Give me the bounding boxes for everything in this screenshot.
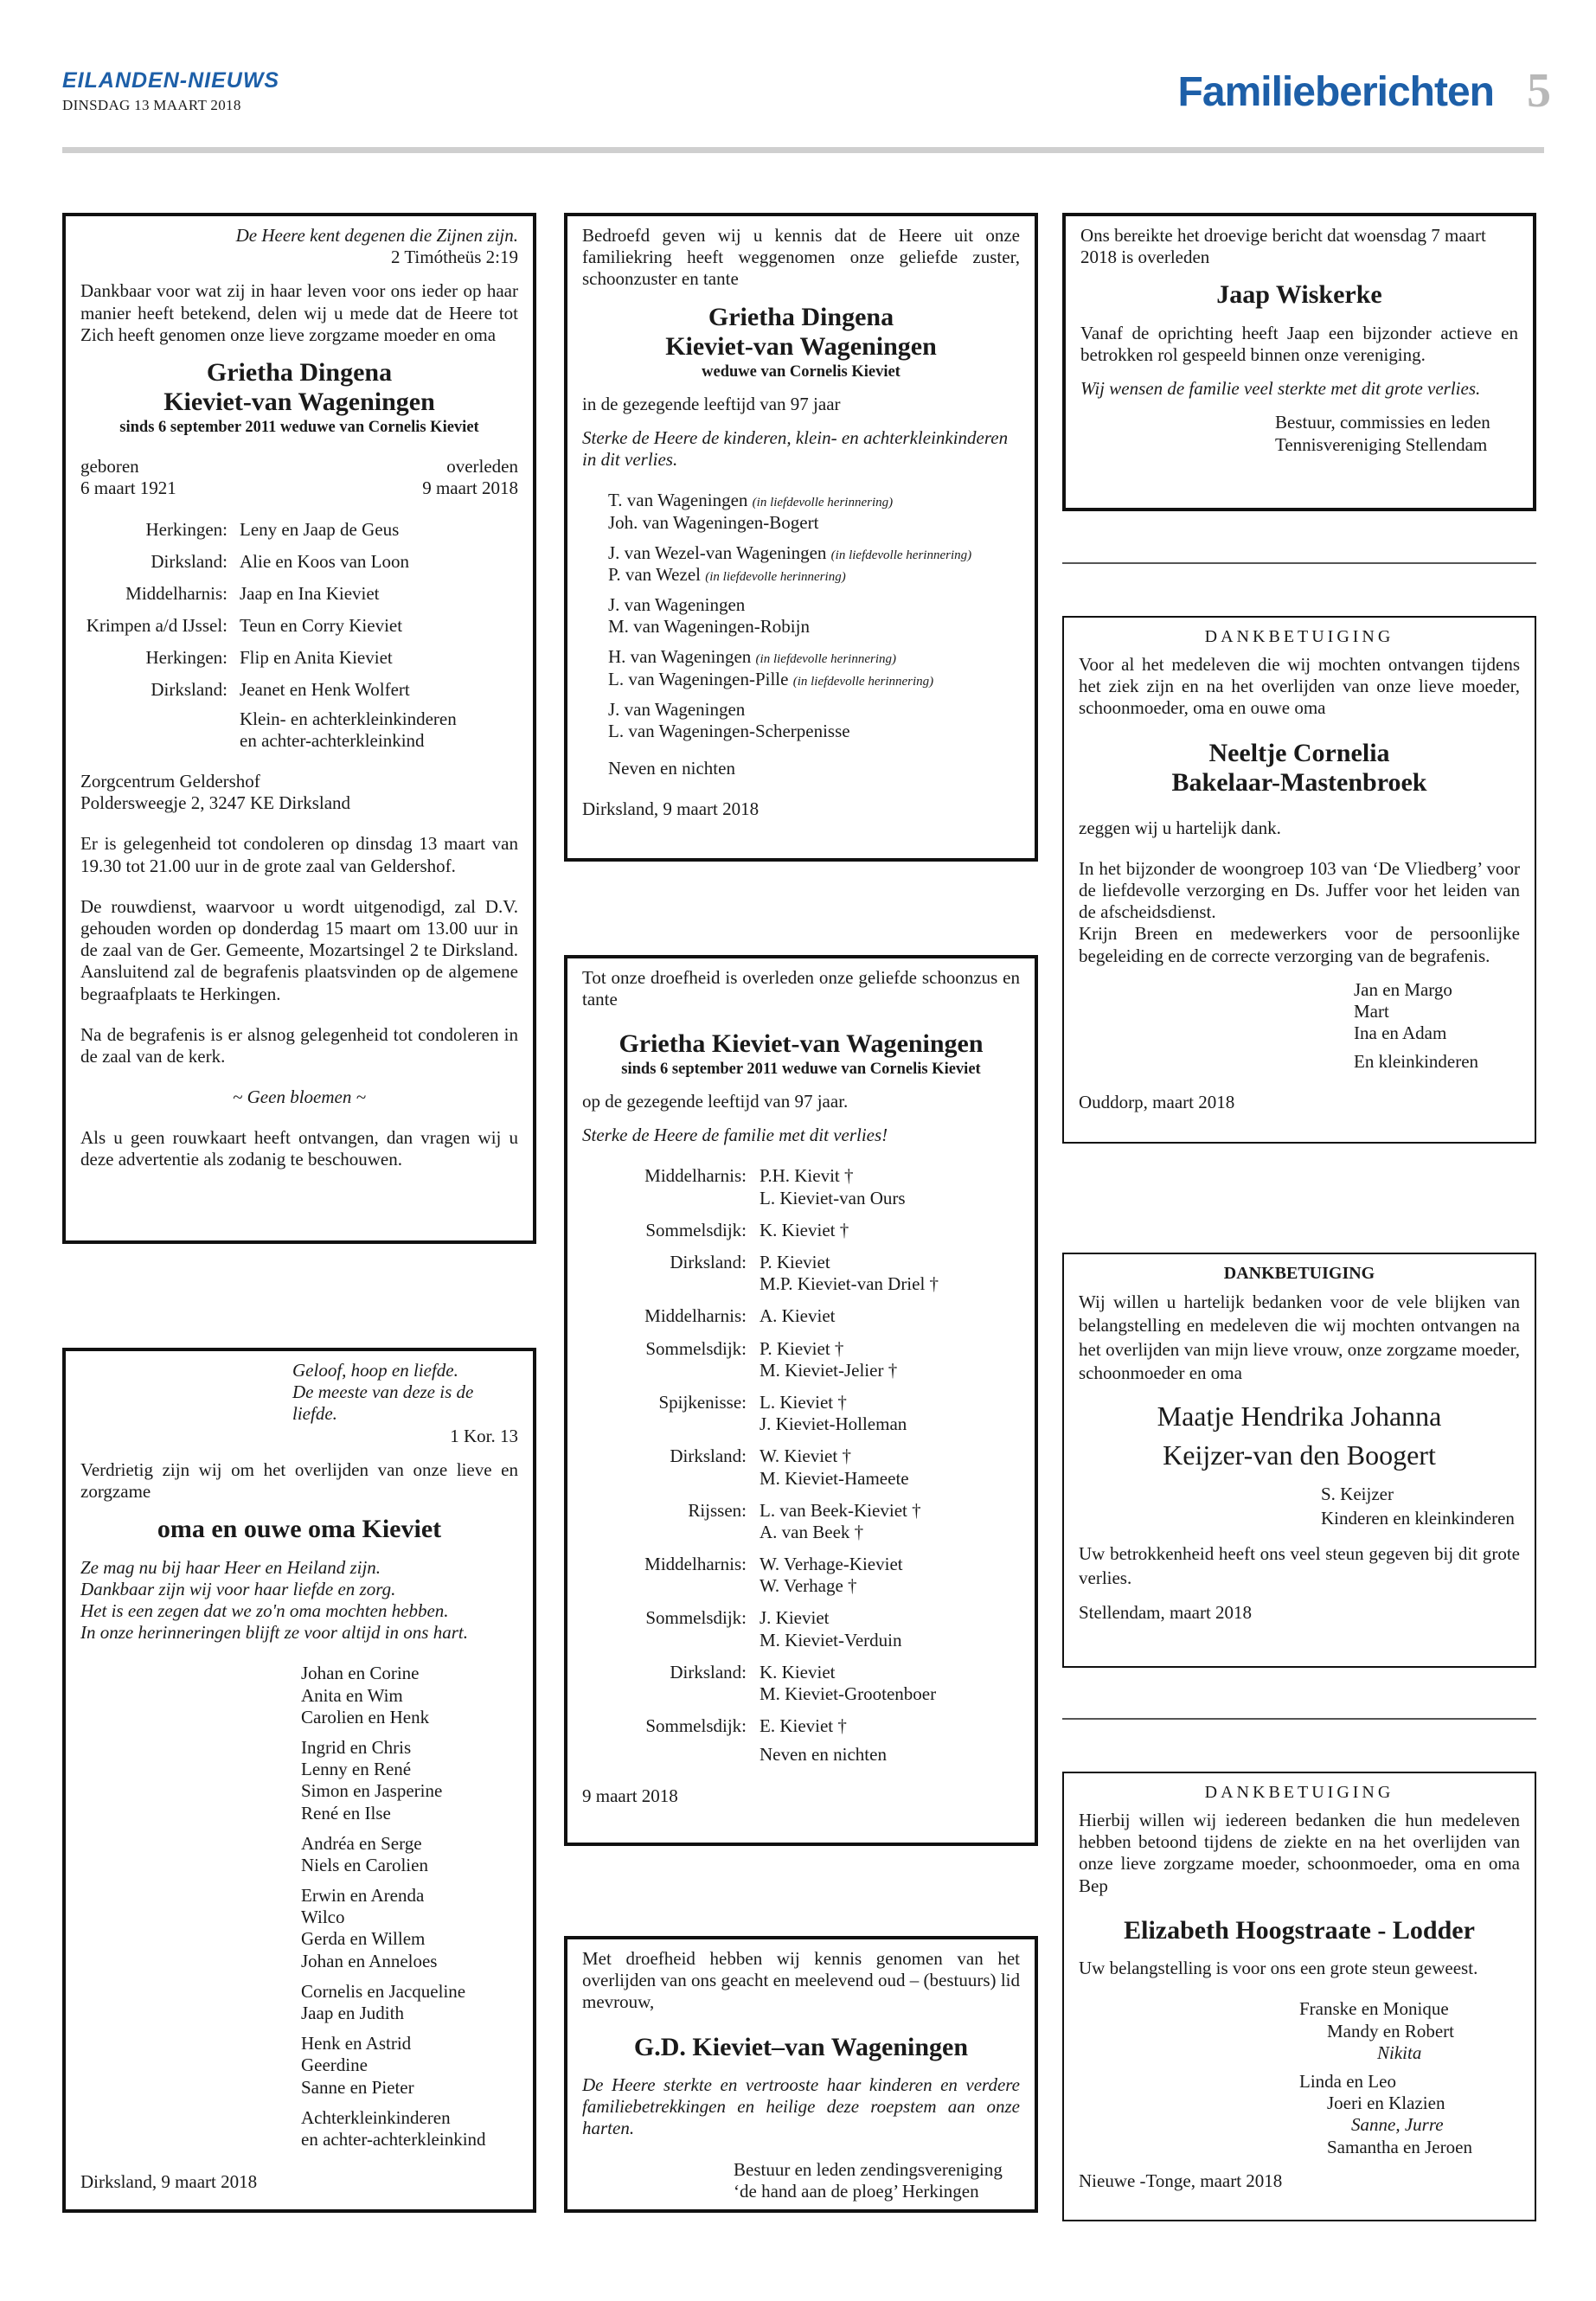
verse-reference: 2 Timótheüs 2:19 [390,247,518,268]
signature-line1: Bestuur, commissies en leden [1275,412,1490,433]
signature-line: Linda en Leo [1299,2071,1396,2092]
deceased-name: oma en ouwe oma Kieviet [157,1515,442,1544]
member-name: J. van Wageningen [608,594,746,616]
masthead [62,67,279,114]
bible-verse: De Heere kent degenen die Zijnen zijn. [235,225,518,246]
family-names: Alie en Koos van Loon [240,550,409,572]
family-place: Herkingen: [145,647,228,669]
member-name: P. van Wezel [608,563,701,585]
family-place: Sommelsdijk: [645,1715,747,1737]
memorial-note: (in liefdevolle herinnering) [830,548,972,562]
widow-note: sinds 6 september 2011 weduwe van Cornelis Kieviet [621,1060,981,1078]
family-member [608,594,1020,616]
deceased-name: Maatje Hendrika Johanna [1157,1400,1442,1433]
signature-line2: ‘de hand aan de ploeg’ Herkingen [734,2180,979,2202]
poem-line: Dankbaar zijn wij voor haar liefde en zorg. [80,1578,396,1599]
signature-line: Joeri en Klazien [1327,2093,1445,2114]
deceased-surname: Kieviet-van Wageningen [665,332,937,362]
family-pair [608,490,1020,533]
family-place: Sommelsdijk: [645,1337,747,1359]
signature-line: Sanne, Jurre [1351,2114,1444,2136]
notice-footer: 9 maart 2018 [582,1785,678,1806]
signature-line: Jan en Margo [1354,978,1452,1000]
poem-line: Ze mag nu bij haar Heer en Heiland zijn. [80,1556,381,1578]
family-names: Flip en Anita Kieviet [240,647,393,669]
after-funeral-info: Na de begrafenis is er alsnog gelegenheid tot condoleren in de zaal van de kerk. [80,1023,518,1067]
memorial-note: (in liefdevolle herinnering) [792,674,934,689]
age-line: op de gezegende leeftijd van 97 jaar. [582,1091,849,1112]
family-place: Dirksland: [151,550,228,572]
family-member: Johan en Anneloes [301,1950,438,1971]
signature-line1: S. Keijzer [1321,1483,1394,1504]
family-names [760,1220,1020,1241]
grandchildren-line: En kleinkinderen [1354,1051,1479,1073]
memorial-note: (in liefdevolle herinnering) [705,569,846,584]
family-names [760,1662,1020,1705]
family-place: Herkingen: [145,518,228,540]
family-place: Dirksland: [670,1661,747,1682]
column-divider [1062,1718,1536,1720]
notice-footer: Dirksland, 9 maart 2018 [582,798,760,820]
family-place: Rijssen: [688,1499,747,1521]
member-name: L. van Wageningen-Scherpenisse [608,721,850,741]
family-group [301,1737,518,1824]
club-tribute: Vanaf de oprichting heeft Jaap een bijzonder actieve en betrokken rol gespeeld binnen onze vereniging. [1080,322,1518,366]
family-member: P.H. Kievit † [760,1165,854,1187]
family-member: Ingrid en Chris [301,1736,412,1758]
page-number: 5 [1527,64,1551,118]
member-name: M. van Wageningen-Robijn [608,616,810,638]
family-list [80,519,518,702]
family-member [608,646,1020,668]
family-member: L. Kieviet † [760,1391,847,1413]
thanks-title: DANKBETUIGING [1204,627,1394,646]
thanks-undertaker: Krijn Breen en medewerkers voor de persoonlijke begeleiding en de correcte verzorging van de begrafenis. [1079,923,1520,966]
family-member: M.P. Kieviet-van Driel † [760,1273,939,1295]
thanks-line: zeggen wij u hartelijk dank. [1079,817,1281,838]
wish-line: Sterke de Heere de familie met dit verlies! [582,1125,888,1146]
verse-reference: 1 Kor. 13 [450,1425,518,1446]
signature-line1: Bestuur en leden zendingsvereniging [734,2158,1003,2180]
no-flowers: ~ Geen bloemen ~ [233,1086,366,1108]
born-date: 6 maart 1921 [80,478,176,499]
thanks-text: Uw belangstelling is voor ons een grote steun geweest. [1079,1958,1478,1979]
wish-line: De Heere sterkte en vertrooste haar kinderen en verdere familiebetrekkingen en heilige deze roepstem aan onze harten. [582,2074,1020,2139]
condolence-info: Er is gelegenheid tot condoleren op dinsdag 13 maart van 19.30 tot 21.00 uur in de grote zaal van Geldershof. [80,833,518,876]
thanks-title: DANKBETUIGING [1223,1264,1375,1283]
family-member [608,699,1020,721]
family-member: en achter-achterkleinkind [301,2128,486,2150]
family-names [760,1554,1020,1597]
section-title: Familieberichten [1177,69,1494,115]
family-group [301,1833,518,1876]
poem-line: Het is een zegen dat we zo'n oma mochten hebben. [80,1600,449,1621]
died-date: 9 maart 2018 [422,478,518,499]
family-names [760,1607,1020,1650]
notice-footer: Ouddorp, maart 2018 [1079,1092,1235,1113]
family-place: Sommelsdijk: [645,1607,747,1629]
family-member: Gerda en Willem [301,1928,426,1950]
signature-line: Nikita [1377,2041,1422,2063]
signature-line: Mandy en Robert [1327,2020,1454,2041]
deceased-name: G.D. Kieviet–van Wageningen [633,2032,969,2061]
thanks-text: Uw betrokkenheid heeft ons veel steun gegeven bij dit grote verlies. [1079,1543,1520,1588]
family-member: J. Kieviet-Holleman [760,1413,907,1435]
family-member: A. van Beek † [760,1521,864,1542]
family-groups [80,1663,518,2150]
family-member: Henk en Astrid [301,2033,412,2054]
family-group [301,1663,518,1728]
family-group [301,1981,518,2024]
family-member: Erwin en Arenda [301,1885,425,1907]
signature-line: Ina en Adam [1354,1022,1447,1044]
thanks-bakelaar [1062,616,1536,1144]
family-member: Niels en Carolien [301,1854,428,1875]
thanks-intro: Voor al het medeleven die wij mochten ontvangen tijdens het ziek zijn en na het overlijden van onze lieve moeder, schoonmoeder, oma en ouwe oma [1079,654,1520,719]
family-member: Jaap en Judith [301,2003,404,2023]
thanks-special: In het bijzonder de woongroep 103 van ‘De Vliedberg’ voor de liefdevolle verzorging en Ds. Juffer voor het leiden van de afscheidsdienst. [1079,857,1520,923]
family-list [582,490,1020,742]
family-place: Middelharnis: [644,1305,747,1327]
family-member: E. Kieviet † [760,1715,847,1737]
deceased-name: Elizabeth Hoogstraate - Lodder [1124,1915,1475,1945]
column-divider [1062,562,1536,564]
notice-intro: Dankbaar voor wat zij in haar leven voor ons ieder op haar manier heeft betekend, delen wij u mede dat de Heere tot Zich heeft genomen onze lieve zorgzame moeder en oma [80,280,518,345]
family-member: Wilco [301,1907,345,1928]
funeral-info: De rouwdienst, waarvoor u wordt uitgenodigd, zal D.V. gehouden worden op donderdag 15 maart om 13.00 uur in de zaal van de Ger. Gemeente, Mozartsingel 2 te Dirksland. Aansluitend zal de begrafenis plaatsvinden op de algemene begraafplaats te Herkingen. [80,895,518,1004]
signature-line2: Tennisvereniging Stellendam [1275,433,1488,455]
family-names: Jaap en Ina Kieviet [240,582,380,604]
family-member: K. Kieviet † [760,1219,849,1240]
age-line: in de gezegende leeftijd van 97 jaar [582,393,841,414]
memorial-note: (in liefdevolle herinnering) [755,652,896,667]
family-names [760,1500,1020,1543]
notice-intro: Met droefheid hebben wij kennis genomen van het overlijden van ons geacht en meelevend oud – (bestuurs) lid mevrouw, [582,1948,1020,2013]
family-member: J. Kieviet [760,1607,830,1629]
family-member: Achterkleinkinderen [301,2106,451,2128]
family-member: W. Kieviet † [760,1445,851,1467]
family-member: Simon en Jasperine [301,1780,443,1802]
family-place: Dirksland: [670,1445,747,1467]
notice-intro: Bedroefd geven wij u kennis dat de Heere uit onze familiekring heeft weggenomen onze geliefde zuster, schoonzuster en tante [582,225,1020,290]
family-member [608,542,1020,564]
poem [80,1557,518,1644]
notice-jaap-wiskerke [1062,213,1536,511]
family-place: Sommelsdijk: [645,1219,747,1240]
born-label: geboren [80,456,139,478]
family-member: René en Ilse [301,1802,391,1823]
header-rule [62,147,1544,153]
notice-intro: Tot onze droefheid is overleden onze geliefde schoonzus en tante [582,967,1020,1010]
family-member: M. Kieviet-Verduin [760,1629,902,1650]
member-name: J. van Wezel-van Wageningen [608,542,827,563]
family-member: Andréa en Serge [301,1832,422,1854]
family-member: Geerdine [301,2054,368,2076]
family-names [760,1392,1020,1435]
wish-line: Sterke de Heere de kinderen, klein- en achterkleinkinderen in dit verlies. [582,426,1009,471]
notice-grietha-siblings [564,213,1038,862]
family-names [760,1338,1020,1381]
grandchildren-line2: en achter-achterkleinkind [240,729,425,751]
family-member: P. Kieviet † [760,1337,844,1359]
poem-line: In onze herinneringen blijft ze voor altijd in ons hart. [80,1622,468,1644]
family-names [760,1715,1020,1737]
family-member: M. Kieviet-Hameete [760,1467,909,1489]
deceased-name: Grietha Kieviet-van Wageningen [619,1029,984,1059]
deceased-name: Jaap Wiskerke [1216,280,1382,310]
signature-line2: Kinderen en kleinkinderen [1321,1508,1515,1529]
nephews-line: Neven en nichten [760,1744,887,1766]
deceased-name: Neeltje Cornelia [1208,738,1390,767]
notice-grietha-family [62,213,536,1244]
member-name: J. van Wageningen [608,698,746,720]
family-member: L. van Beek-Kieviet † [760,1499,921,1521]
family-member [608,669,1020,690]
verse-line2: De meeste van deze is de liefde. [292,1381,474,1425]
family-place: Middelharnis: [644,1165,747,1187]
family-names: Jeanet en Henk Wolfert [240,679,410,701]
deceased-surname: Kieviet-van Wageningen [163,388,435,417]
grandchildren-line1: Klein- en achterkleinkinderen [240,708,457,729]
family-member: M. Kieviet-Jelier † [760,1359,898,1381]
notice-intro: Ons bereikte het droevige bericht dat woensdag 7 maart 2018 is overleden [1080,225,1486,268]
family-names [760,1252,1020,1295]
family-place: Middelharnis: [644,1554,747,1575]
family-member: P. Kieviet [760,1252,830,1272]
signature-line: Mart [1354,1000,1389,1022]
widow-note: weduwe van Cornelis Kieviet [702,362,901,381]
family-names [760,1445,1020,1489]
family-names: Leny en Jaap de Geus [240,518,400,540]
family-member [608,564,1020,586]
member-name: H. van Wageningen [608,646,752,668]
family-member: K. Kieviet [760,1661,836,1682]
thanks-intro: Hierbij willen wij iedereen bedanken die hun medeleven hebben betoond tijdens de ziekte en na het overlijden van onze lieve zorgzame moeder, schoonmoeder, oma en oma Bep [1079,1810,1520,1896]
card-note: Als u geen rouwkaart heeft ontvangen, dan vragen wij u deze advertentie als zodanig te beschouwen. [80,1127,518,1170]
address-line1: Zorgcentrum Geldershof [80,771,260,792]
family-place: Spijkenisse: [658,1391,747,1413]
family-member: W. Verhage † [760,1575,857,1597]
nephews-line: Neven en nichten [608,758,735,779]
notice-intro: Verdrietig zijn wij om het overlijden van onze lieve en zorgzame [80,1458,518,1502]
notice-zendingsvereniging [564,1936,1038,2213]
notice-footer: Dirksland, 9 maart 2018 [80,2171,258,2193]
family-place: Dirksland: [670,1252,747,1272]
thanks-hoogstraate [1062,1772,1536,2221]
memorial-note: (in liefdevolle herinnering) [752,496,894,510]
family-member: Cornelis en Jacqueline [301,1980,466,2002]
deceased-name: Grietha Dingena [708,302,894,331]
wish-line: Wij wensen de familie veel sterkte met dit grote verlies. [1080,378,1481,400]
family-member: W. Verhage-Kieviet [760,1554,903,1575]
family-names: Teun en Corry Kieviet [240,615,403,637]
family-member: Johan en Corine [301,1663,420,1684]
widow-note: sinds 6 september 2011 weduwe van Cornelis Kieviet [119,418,479,436]
family-member: Sanne en Pieter [301,2076,414,2098]
address-line2: Poldersweegje 2, 3247 KE Dirksland [80,792,351,814]
notice-grietha-inlaws [564,955,1038,1846]
member-name: L. van Wageningen-Pille [608,668,789,689]
family-group [301,2107,518,2150]
thanks-keijzer [1062,1253,1536,1668]
family-member [608,616,1020,638]
family-member: A. Kieviet [760,1305,836,1327]
signatures [1079,979,1520,1045]
family-member: M. Kieviet-Grootenboer [760,1683,937,1704]
issue-date: DINSDAG 13 MAART 2018 [62,97,241,113]
notice-footer: Nieuwe -Tonge, maart 2018 [1079,2170,1283,2191]
family-pair [608,542,1020,586]
family-member: Lenny en René [301,1759,412,1780]
family-list [582,1165,1020,1737]
verse-line1: Geloof, hoop en liefde. [292,1360,458,1381]
notice-oma-kieviet [62,1348,536,2213]
family-group [301,2033,518,2099]
family-member [608,721,1020,742]
family-place: Middelharnis: [125,582,228,604]
signatures [1079,1998,1520,2157]
deceased-surname: Keijzer-van den Boogert [1163,1439,1436,1471]
member-name: Joh. van Wageningen-Bogert [608,511,819,533]
family-pair [608,646,1020,689]
member-name: T. van Wageningen [608,490,748,511]
family-pair [608,699,1020,742]
family-names [760,1305,1020,1327]
died-label: overleden [446,456,518,478]
thanks-title: DANKBETUIGING [1204,1783,1394,1802]
family-member: Anita en Wim [301,1684,403,1706]
deceased-name: Grietha Dingena [206,357,393,387]
signature-line: Samantha en Jeroen [1327,2136,1472,2157]
family-member [608,512,1020,534]
life-dates [80,456,518,499]
family-place: Krimpen a/d IJssel: [86,615,228,637]
family-group [301,1885,518,1972]
thanks-intro: Wij willen u hartelijk bedanken voor de vele blijken van belangstelling en medeleven die wij mochten ontvangen na het overlijden van mijn lieve vrouw, onze zorgzame moeder, schoonmoeder en oma [1079,1292,1520,1383]
family-member [608,490,1020,511]
family-names [760,1165,1020,1208]
notice-footer: Stellendam, maart 2018 [1079,1602,1253,1624]
signature-line: Franske en Monique [1299,1998,1449,2020]
family-member: Carolien en Henk [301,1706,430,1727]
family-pair [608,594,1020,638]
family-place: Dirksland: [151,679,228,701]
family-member: L. Kieviet-van Ours [760,1187,906,1208]
newspaper-logo: EILANDEN-NIEUWS [62,68,280,93]
deceased-surname: Bakelaar-Mastenbroek [1171,768,1427,798]
